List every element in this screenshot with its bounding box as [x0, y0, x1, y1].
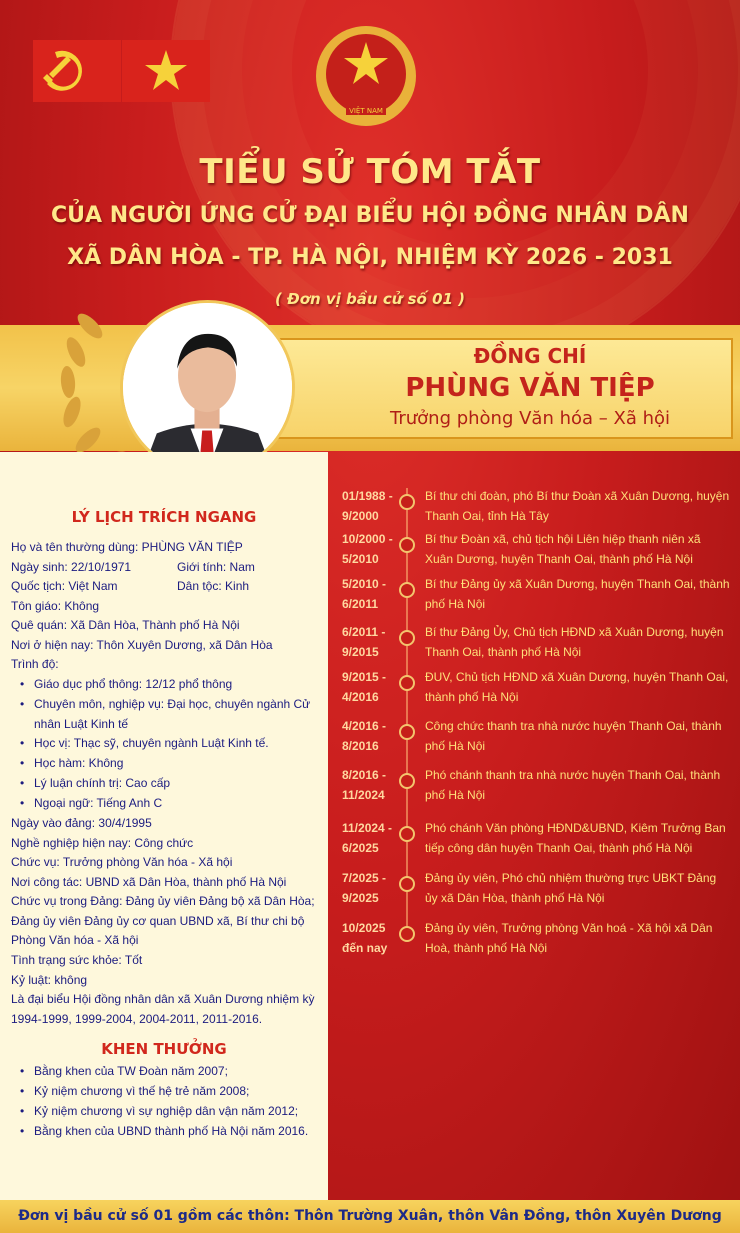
bio-occupation: Nghề nghiệp hiện nay: Công chức [11, 836, 194, 850]
electoral-unit-label: ( Đơn vị bầu cử số 01 ) [274, 290, 466, 308]
bio-discipline: Kỷ luật: không [11, 973, 88, 987]
page-subtitle-1: CỦA NGƯỜI ỨNG CỬ ĐẠI BIỂU HỘI ĐỒNG NHÂN DÂN [51, 203, 689, 228]
hammer-sickle-icon [33, 40, 121, 102]
bio-workplace: Nơi công tác: UBND xã Dân Hòa, thành phố Hà Nội [11, 875, 287, 889]
timeline-date-to: 9/2015 [342, 645, 379, 659]
bio-education-label: Trình độ: [11, 657, 59, 671]
timeline-line [406, 488, 408, 938]
bio-delegate-history: Là đại biểu Hội đồng nhân dân xã Xuân Dương nhiệm kỳ 1994-1999, 1999-2004, 2004-2011, 2011-2016. [11, 992, 315, 1026]
bio-title: Chức vụ: Trưởng phòng Văn hóa - Xã hội [11, 855, 233, 869]
timeline-date-from: 8/2016 - [342, 768, 387, 782]
timeline-date [342, 529, 402, 569]
page-subtitle-2: XÃ DÂN HÒA - TP. HÀ NỘI, NHIỆM KỲ 2026 - 2031 [67, 245, 673, 270]
education-item: • Giáo dục phổ thông: 12/12 phổ thông [22, 675, 232, 695]
timeline-date-to: 4/2016 [342, 690, 379, 704]
timeline-date [342, 818, 402, 858]
award-item: • Kỷ niệm chương vì sự nghiệp dân vận năm 2012; [22, 1102, 298, 1122]
education-item: • Lý luận chính trị: Cao cấp [22, 774, 170, 794]
timeline-date-from: 6/2011 - [342, 625, 386, 639]
yellow-star-icon [122, 40, 210, 102]
timeline-date-to: 6/2025 [342, 841, 379, 855]
timeline-date [342, 918, 402, 958]
timeline-date-from: 5/2010 - [342, 577, 387, 591]
candidate-position: Trưởng phòng Văn hóa – Xã hội [389, 408, 670, 429]
timeline-date-to: 6/2011 [342, 597, 379, 611]
bio-party-position: Chức vụ trong Đảng: Đảng ủy viên Đảng bộ xã Dân Hòa; Đảng ủy viên Đảng ủy cơ quan UBND xã, Bí thư chi bộ Phòng Văn hóa - Xã hội [11, 894, 315, 948]
timeline-date-to: 11/2024 [342, 788, 385, 802]
education-item: • Chuyên môn, nghiệp vụ: Đại học, chuyên ngành Cử nhân Luật Kinh tế [22, 695, 322, 734]
bio-ethnicity: Dân tộc: Kinh [177, 579, 250, 593]
timeline-description: ĐUV, Chủ tịch HĐND xã Xuân Dương, huyện Thanh Oai, thành phố Hà Nội [425, 670, 729, 704]
candidate-honorific: ĐỒNG CHÍ [473, 344, 587, 368]
timeline-date [342, 868, 402, 908]
timeline-date-from: 01/1988 - [342, 489, 393, 503]
footer-banner: Đơn vị bầu cử số 01 gồm các thôn: Thôn Trường Xuân, thôn Vân Đồng, thôn Xuyên Dương [0, 1200, 740, 1233]
vietnam-flag [122, 40, 210, 102]
bio-health: Tình trạng sức khỏe: Tốt [11, 953, 143, 967]
bio-dob: Ngày sinh: 22/10/1971 [11, 560, 132, 574]
timeline-date-from: 4/2016 - [342, 719, 387, 733]
bio-hometown: Quê quán: Xã Dân Hòa, Thành phố Hà Nội [11, 618, 240, 632]
timeline-description: Phó chánh thanh tra nhà nước huyện Thanh Oai, thành phố Hà Nội [425, 768, 721, 802]
timeline-date [342, 486, 402, 526]
timeline-date [342, 574, 402, 614]
timeline-date-from: 11/2024 - [342, 821, 393, 835]
education-item: • Học vị: Thạc sỹ, chuyên ngành Luật Kinh tế. [22, 734, 269, 754]
timeline-date-from: 7/2025 - [342, 871, 387, 885]
timeline-date-to: 5/2010 [342, 552, 379, 566]
timeline-date-from: 10/2000 - [342, 532, 393, 546]
party-flag [33, 40, 121, 102]
timeline-date-to: 9/2000 [342, 509, 379, 523]
timeline-date-to: 8/2016 [342, 739, 379, 753]
national-emblem [312, 22, 420, 130]
timeline-description: Công chức thanh tra nhà nước huyện Thanh Oai, thành phố Hà Nội [425, 719, 722, 753]
timeline-date-from: 10/2025 [342, 921, 386, 935]
bio-religion: Tôn giáo: Không [11, 599, 100, 613]
page-title: TIỂU SỬ TÓM TẮT [199, 152, 541, 192]
timeline-description: Bí thư Đảng ủy xã Xuân Dương, huyện Thanh Oai, thành phố Hà Nội [425, 577, 730, 611]
bio-party-date: Ngày vào đảng: 30/4/1995 [11, 816, 152, 830]
timeline-date [342, 716, 402, 756]
timeline-date-from: 9/2015 - [342, 670, 387, 684]
bio-nationality: Quốc tịch: Việt Nam [11, 579, 118, 593]
svg-text:VIỆT NAM: VIỆT NAM [349, 107, 383, 115]
award-item: • Bằng khen của TW Đoàn năm 2007; [22, 1062, 228, 1082]
timeline-description: Đảng ủy viên, Phó chủ nhiệm thường trực UBKT Đảng ủy xã Dân Hòa, thành phố Hà Nội [425, 871, 717, 905]
candidate-name: PHÙNG VĂN TIỆP [405, 373, 655, 403]
timeline-description: Phó chánh Văn phòng HĐND&UBND, Kiêm Trưởng Ban tiếp công dân huyện Thanh Oai, thành phố Hà Nội [425, 821, 726, 855]
timeline-description: Bí thư chi đoàn, phó Bí thư Đoàn xã Xuân Dương, huyện Thanh Oai, tỉnh Hà Tây [425, 489, 730, 523]
award-item: • Kỷ niệm chương vì thế hệ trẻ năm 2008; [22, 1082, 249, 1102]
award-item: • Bằng khen của UBND thành phố Hà Nội năm 2016. [22, 1122, 308, 1142]
person-portrait-icon [123, 303, 292, 472]
bio-gender: Giới tính: Nam [177, 560, 255, 574]
timeline-date-to: đến nay [342, 941, 388, 955]
timeline-date [342, 667, 402, 707]
timeline-description: Bí thư Đảng Ủy, Chủ tịch HĐND xã Xuân Dương, huyện Thanh Oai, thành phố Hà Nội [425, 625, 724, 659]
bio-full-name: Họ và tên thường dùng: PHÙNG VĂN TIỆP [11, 540, 243, 554]
bio-section-title: LÝ LỊCH TRÍCH NGANG [71, 508, 257, 526]
timeline-date-to: 9/2025 [342, 891, 379, 905]
bio-residence: Nơi ở hiện nay: Thôn Xuyên Dương, xã Dân Hòa [11, 638, 273, 652]
candidate-photo [120, 300, 295, 475]
timeline-description: Bí thư Đoàn xã, chủ tịch hội Liên hiệp thanh niên xã Xuân Dương, huyện Thanh Oai, thành phố Hà Nội [425, 532, 701, 566]
education-item: • Học hàm: Không [22, 754, 123, 774]
education-item: • Ngoại ngữ: Tiếng Anh C [22, 794, 162, 814]
timeline-date [342, 765, 402, 805]
awards-section-title: KHEN THƯỞNG [101, 1040, 227, 1058]
timeline-date [342, 622, 402, 662]
timeline-description: Đảng ủy viên, Trưởng phòng Văn hoá - Xã hội xã Dân Hoà, thành phố Hà Nội [425, 921, 713, 955]
